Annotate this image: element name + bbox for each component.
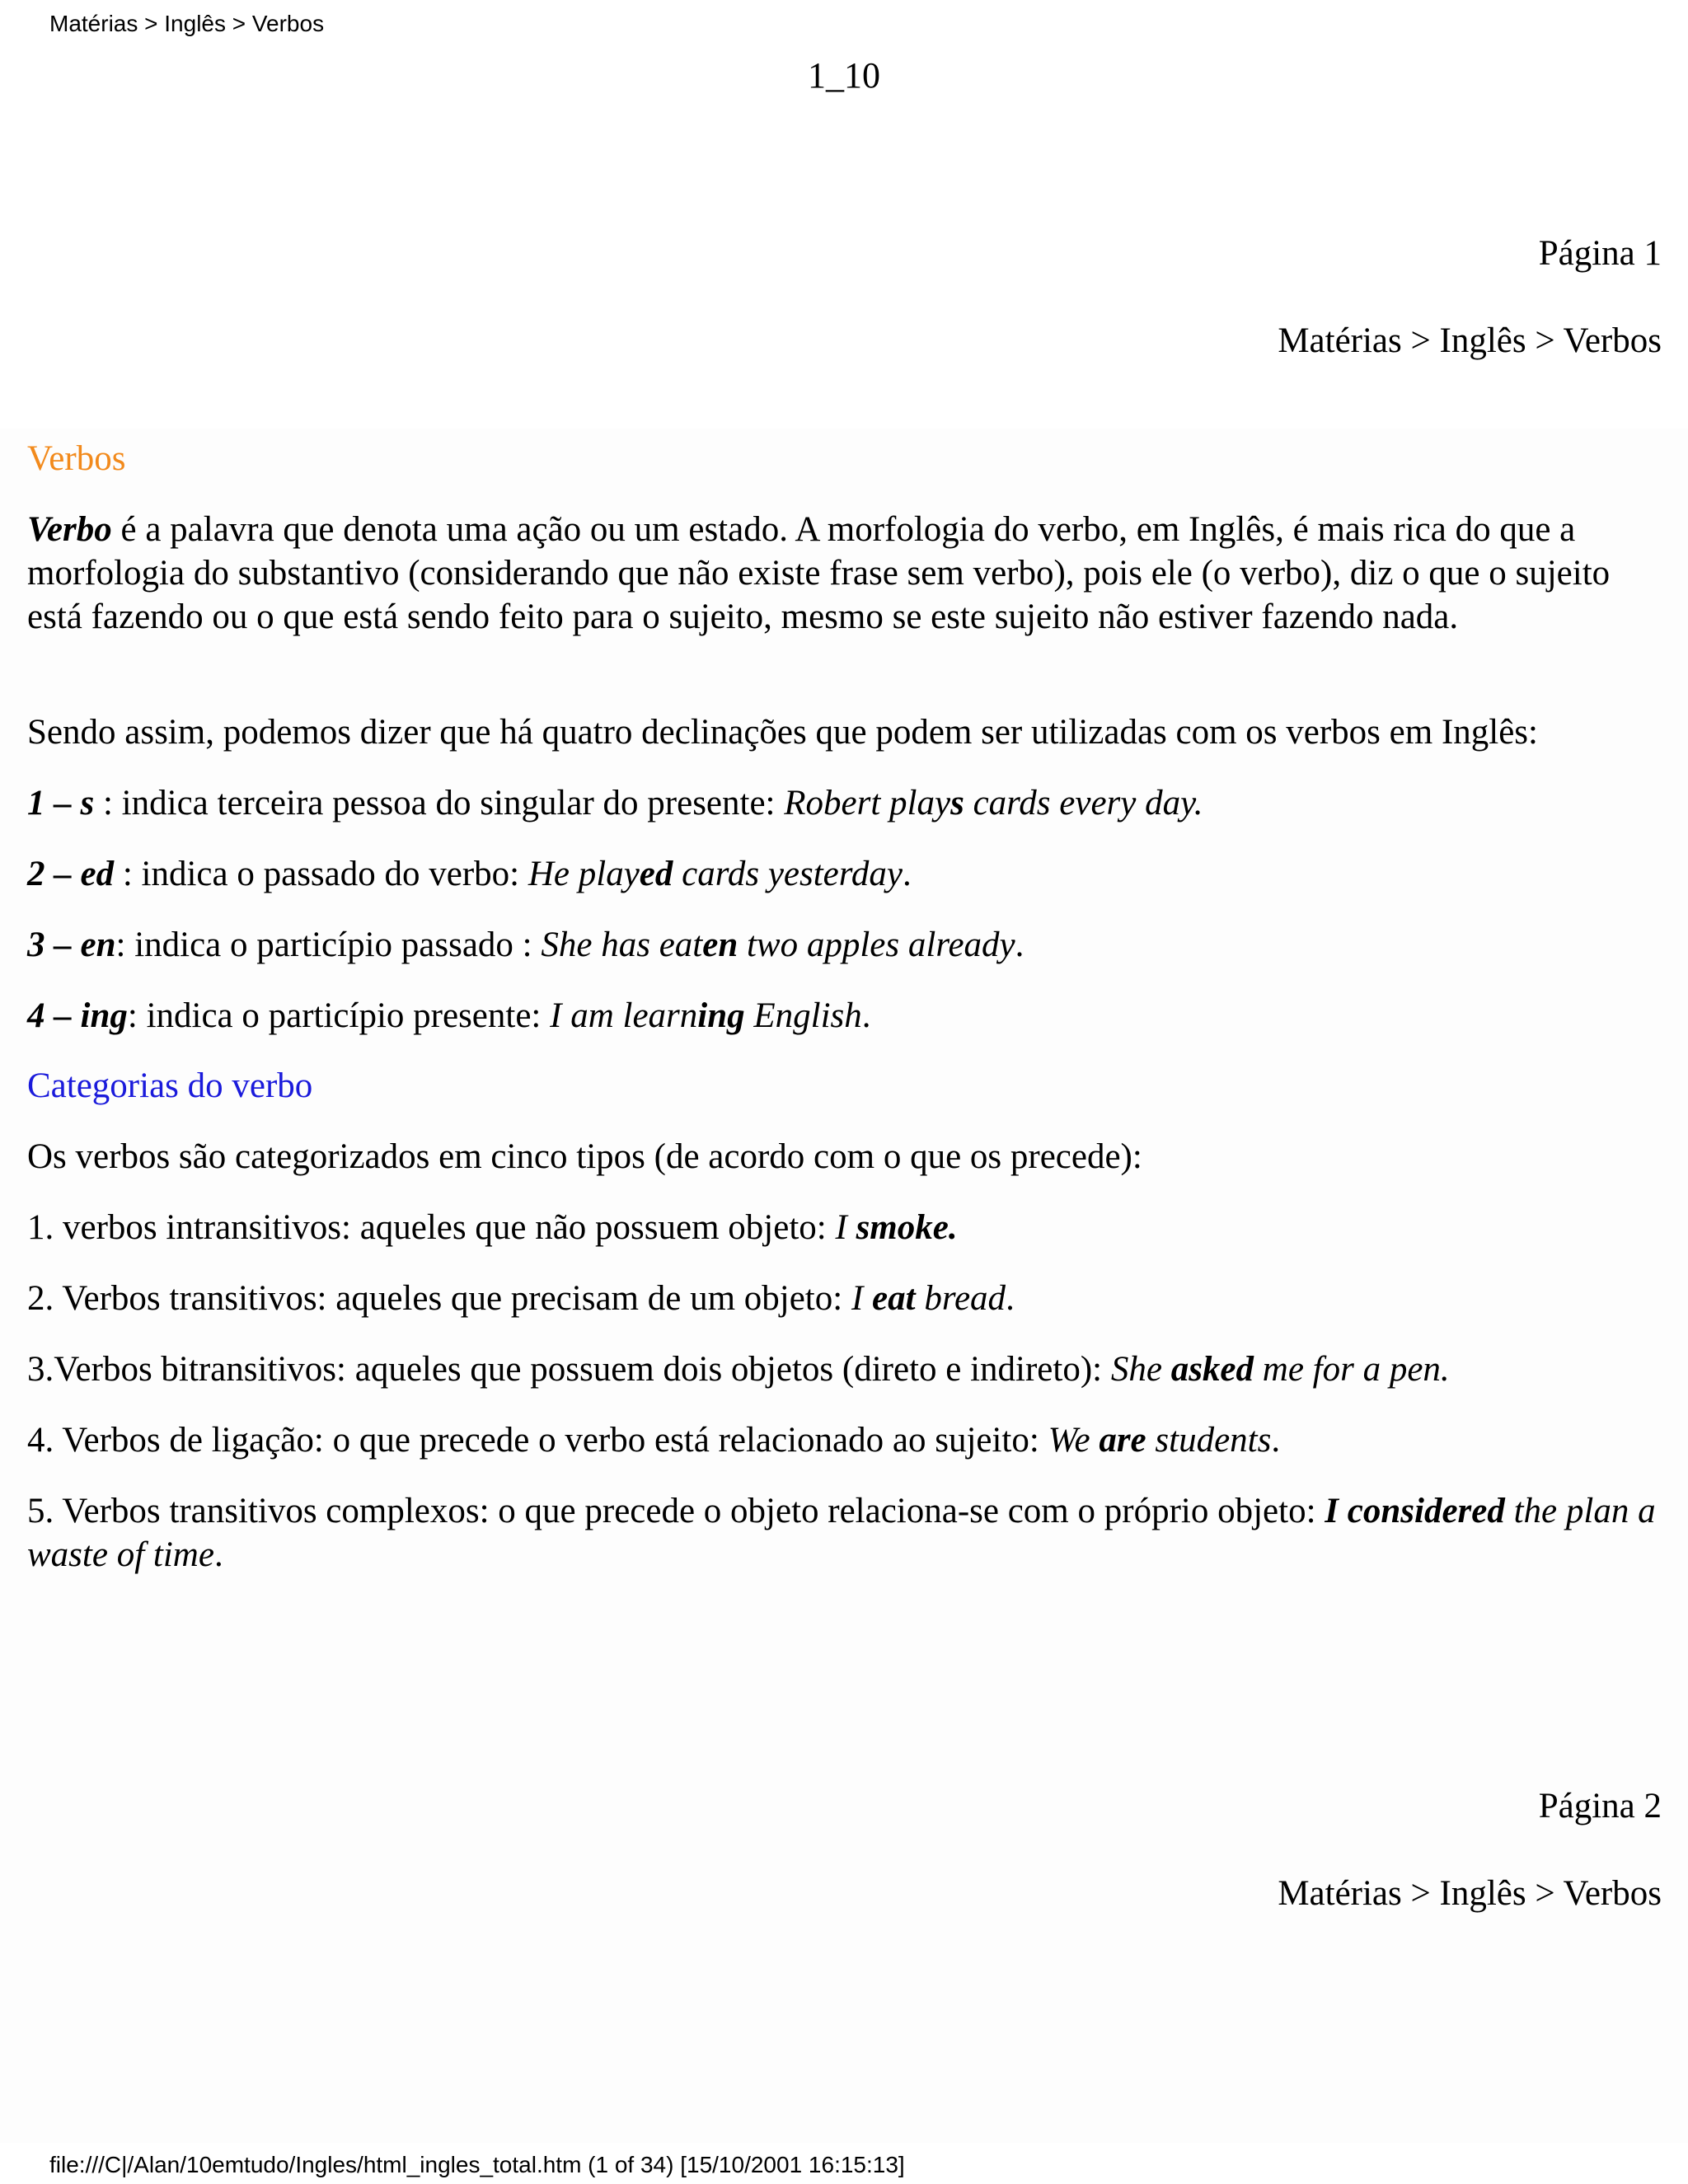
declination-suffix: ed [639, 855, 673, 893]
declination-desc: : indica o passado do verbo: [114, 855, 528, 893]
declination-example: Robert play [784, 784, 951, 823]
category-item [27, 1206, 1659, 1249]
declination-example: She has eat [541, 926, 703, 964]
declination-item [27, 994, 1659, 1038]
category-example-end: the plan a waste of time [27, 1492, 1656, 1574]
declination-example-end: two apples already [738, 926, 1015, 964]
category-example-end: students [1146, 1421, 1272, 1460]
category-tail: . [213, 1535, 223, 1574]
category-example-verb: smoke. [856, 1208, 958, 1247]
category-example: We [1048, 1421, 1100, 1460]
categories-intro: Os verbos são categorizados em cinco tipos (de acordo com o que os precede): [27, 1137, 1142, 1176]
category-item [27, 1347, 1659, 1391]
category-example: I [851, 1279, 873, 1318]
declination-example-end: cards yesterday [673, 855, 903, 893]
declination-suffix: ing [697, 996, 745, 1035]
declination-tail: . [903, 855, 912, 893]
intro-text: é a palavra que denota uma ação ou um estado. A morfologia do verbo, em Inglês, é mais rica do que a morfologia do substantivo (considerando que não existe frase sem verbo), pois ele (o verbo), diz o que o sujeito está fazendo ou o que está sendo feito para o sujeito, mesmo se este sujeito não estiver fazendo nada. [27, 510, 1611, 636]
category-item [27, 1489, 1659, 1577]
category-example-verb: asked [1170, 1350, 1254, 1389]
print-header: Matérias > Inglês > Verbos [49, 11, 325, 36]
category-example-verb: I considered [1325, 1492, 1505, 1530]
declination-tail: . [1015, 926, 1025, 964]
declination-desc: : indica terceira pessoa do singular do presente: [94, 784, 785, 823]
page-1-label: Página 1 [1538, 234, 1662, 273]
category-example-verb: eat [872, 1279, 916, 1318]
declination-marker: 2 – ed [27, 855, 115, 893]
page-2-label: Página 2 [1538, 1787, 1662, 1825]
category-tail: . [1006, 1279, 1015, 1318]
print-footer: file:///C|/Alan/10emtudo/Ingles/html_ingles_total.htm (1 of 34) [15/10/2001 16:15:13] [49, 2152, 905, 2177]
category-tail: . [1271, 1421, 1281, 1460]
declination-tail: . [861, 996, 871, 1035]
page-1-breadcrumb: Matérias > Inglês > Verbos [1278, 321, 1662, 360]
category-desc: 2. Verbos transitivos: aqueles que precisam de um objeto: [27, 1279, 851, 1318]
declination-item [27, 923, 1659, 967]
category-item [27, 1418, 1659, 1462]
declination-example-end: cards every day. [964, 784, 1203, 823]
category-item [27, 1277, 1659, 1320]
declination-suffix: s [950, 784, 964, 823]
declination-suffix: en [702, 926, 738, 964]
category-example-end: bread [915, 1279, 1006, 1318]
declination-example: He play [528, 855, 640, 893]
declination-item [27, 852, 1659, 896]
intro-paragraph [27, 508, 1659, 639]
declination-example-end: English [744, 996, 862, 1035]
declination-desc: : indica o particípio presente: [127, 996, 551, 1035]
declination-marker: 1 – s [27, 784, 95, 823]
declination-marker: 3 – en [27, 926, 116, 964]
declinations-intro: Sendo assim, podemos dizer que há quatro declinações que podem ser utilizadas com os verbos em Inglês: [27, 713, 1538, 752]
declination-desc: : indica o particípio passado : [115, 926, 542, 964]
category-example: I [835, 1208, 856, 1247]
declination-marker: 4 – ing [27, 996, 128, 1035]
page-2-breadcrumb: Matérias > Inglês > Verbos [1278, 1874, 1662, 1913]
section-heading-verbos: Verbos [27, 439, 126, 478]
declination-example: I am learn [550, 996, 698, 1035]
category-desc: 4. Verbos de ligação: o que precede o verbo está relacionado ao sujeito: [27, 1421, 1048, 1460]
section-heading-categorias: Categorias do verbo [27, 1066, 313, 1105]
category-example-verb: are [1099, 1421, 1146, 1460]
category-example-end: me for a pen. [1254, 1350, 1450, 1389]
category-desc: 5. Verbos transitivos complexos: o que precede o objeto relaciona-se com o próprio objeto: [27, 1492, 1325, 1530]
category-desc: 3.Verbos bitransitivos: aqueles que possuem dois objetos (direto e indireto): [27, 1350, 1111, 1389]
intro-term: Verbo [27, 510, 112, 549]
declination-item [27, 781, 1659, 825]
category-example: She [1110, 1350, 1171, 1389]
document-title: 1_10 [808, 55, 880, 96]
category-desc: 1. verbos intransitivos: aqueles que não possuem objeto: [27, 1208, 836, 1247]
